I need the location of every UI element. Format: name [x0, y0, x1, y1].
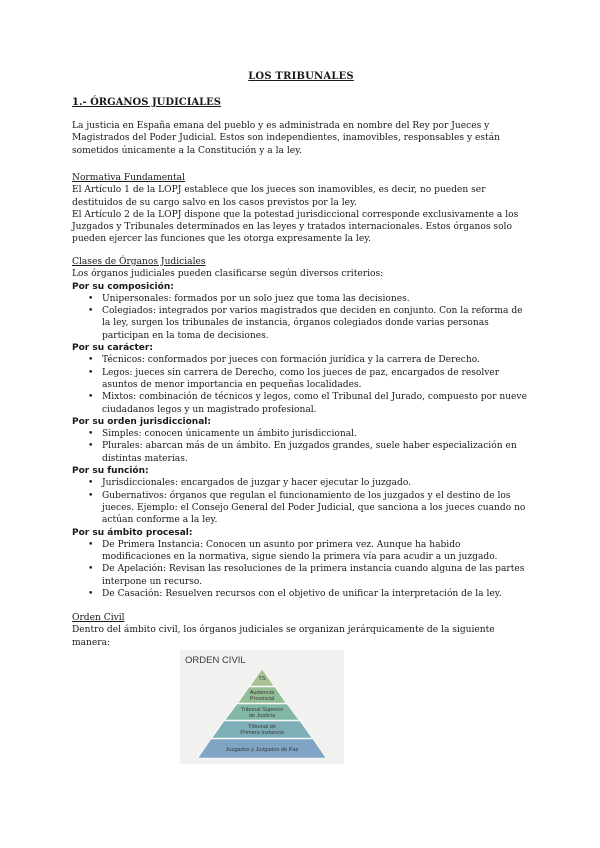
- clases-section: [72, 256, 530, 600]
- list-item: • Técnicos: conformados por jueces con formación jurídica y la carrera de Derecho.: [72, 354, 530, 366]
- level-label-ts: TS: [258, 676, 266, 682]
- section-title: 1.- ÓRGANOS JUDICIALES: [72, 97, 222, 108]
- list-item: • Unipersonales: formados por un solo juez que toma las decisiones.: [72, 293, 530, 305]
- level-label-line: de Justicia: [248, 713, 276, 719]
- list-item: • Mixtos: combinación de técnicos y legos, como el Tribunal del Jurado, compuesto por nueve ciudadanos legos y un magistrado profesional.: [72, 391, 530, 416]
- list-item: • Plurales: abarcan más de un ámbito. En juzgados grandes, suele haber especialización en distintas materias.: [72, 440, 530, 465]
- level-label-audiencia-provincial: [250, 690, 275, 702]
- intro-text: La justicia en España emana del pueblo y es administrada en nombre del Rey por Jueces y Magistrados del Poder Judicial. Estos son independientes, inamovibles, responsables y están sometidos únicamente a la Constitución y a la ley.: [72, 121, 500, 156]
- orden-civil-section: [72, 612, 530, 649]
- criterion-label: Por su función:: [72, 466, 149, 477]
- pyramid-svg: [180, 650, 344, 764]
- level-label-line: Primera Instancia: [240, 730, 284, 736]
- svg-text:AudienciaProvincial: [250, 690, 275, 702]
- document-title: LOS TRIBUNALES: [248, 71, 354, 82]
- criterion-list: [72, 293, 530, 342]
- list-item: • De Primera Instancia: Conocen un asunto por primera vez. Aunque ha habido modificaciones en la normativa, sigue siendo la primera vía para acudir a un juzgado.: [72, 539, 530, 564]
- diagram-title: ORDEN CIVIL: [185, 655, 246, 666]
- criterion-list: [72, 539, 530, 600]
- criterion-label: Por su carácter:: [72, 343, 153, 354]
- level-label-line: Tribunal de: [248, 724, 276, 730]
- orden-civil-diagram: [180, 650, 344, 764]
- normativa-paragraph-1: El Artículo 1 de la LOPJ establece que los jueces son inamovibles, es decir, no pueden ser destituidos de su cargo salvo en los casos previstos por la ley.: [72, 185, 486, 208]
- criterion-label: Por su ámbito procesal:: [72, 527, 193, 538]
- criterion-label: Por su composición:: [72, 281, 174, 292]
- intro-paragraph: [72, 120, 530, 157]
- clases-heading: Clases de Órganos Judiciales: [72, 257, 206, 267]
- criterion-list: [72, 428, 530, 465]
- list-item: • Colegiados: integrados por varios magistrados que deciden en conjunto. Con la reforma de la ley, surgen los tribunales de instancia, órganos colegiados donde varias personas participan en la toma de decisiones.: [72, 305, 530, 342]
- normativa-section: [72, 172, 530, 246]
- orden-civil-intro: Dentro del ámbito civil, los órganos judiciales se organizan jerárquicamente de la siguiente manera:: [72, 625, 495, 648]
- clases-intro: Los órganos judiciales pueden clasificarse según diversos criterios:: [72, 269, 384, 280]
- normativa-paragraph-2: El Artículo 2 de la LOPJ dispone que la potestad jurisdiccional corresponde exclusivamente a los Juzgados y Tribunales determinados en las leyes y tratados internacionales. Estos órganos solo pueden ejercer las funciones que les otorga expresamente la ley.: [72, 209, 519, 245]
- criterion-label: Por su orden jurisdiccional:: [72, 416, 211, 427]
- level-label-juzgados: Juzgados y Juzgados de Paz: [225, 747, 299, 753]
- list-item: • De Apelación: Revisan las resoluciones de la primera instancia cuando alguna de las partes interpone un recurso.: [72, 563, 530, 588]
- list-item: • Jurisdiccionales: encargados de juzgar y hacer ejecutar lo juzgado.: [72, 477, 530, 489]
- criterion-list: [72, 477, 530, 526]
- orden-civil-heading: Orden Civil: [72, 613, 125, 623]
- level-label-line: Provincial: [249, 696, 275, 702]
- list-item: • Gubernativos: órganos que regulan el funcionamiento de los juzgados y el destino de los jueces. Ejemplo: el Consejo General del Poder Judicial, que sanciona a los jueces cuando no actúan conforme a la ley.: [72, 490, 530, 527]
- level-label-line: Audiencia: [249, 690, 275, 696]
- list-item: • Legos: jueces sin carrera de Derecho, como los jueces de paz, encargados de resolver asuntos de menor importancia en pequeñas localidades.: [72, 367, 530, 392]
- list-item: • De Casación: Resuelven recursos con el objetivo de unificar la interpretación de la ley.: [72, 588, 530, 600]
- normativa-heading: Normativa Fundamental: [72, 173, 185, 183]
- list-item: • Simples: conocen únicamente un ámbito jurisdiccional.: [72, 428, 530, 440]
- level-label-line: Tribunal Superior: [240, 707, 284, 713]
- criterion-list: [72, 354, 530, 415]
